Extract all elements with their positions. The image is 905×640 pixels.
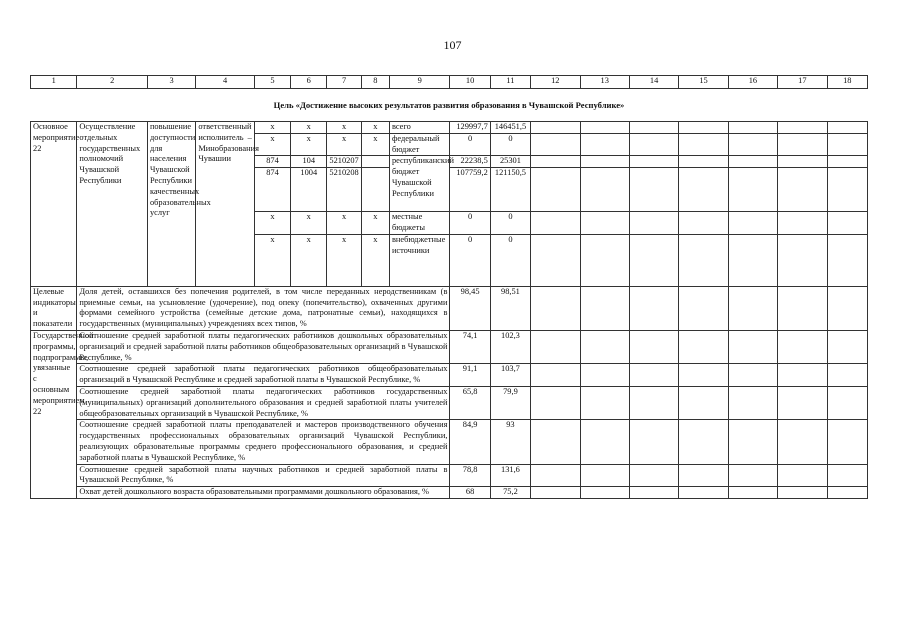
indicator-value-2018: 103,7 xyxy=(490,364,530,387)
financing-code: x xyxy=(327,133,361,156)
financing-code: x xyxy=(291,234,327,286)
financing-code: x xyxy=(254,212,290,235)
financing-value-2017: 0 xyxy=(450,133,490,156)
column-number: 5 xyxy=(254,76,290,89)
financing-value-2018: 25301 xyxy=(490,156,530,168)
financing-code: x xyxy=(291,133,327,156)
column-number: 2 xyxy=(77,76,148,89)
financing-value-2017: 0 xyxy=(450,234,490,286)
financing-value-2017: 0 xyxy=(450,212,490,235)
column-number: 14 xyxy=(629,76,678,89)
indicator-text: Соотношение средней заработной платы преподавателей и мастеров производственного обучения государственных профессиональных образовательных организаций Чувашской Республики, реализующих образовательные программы среднего профессионального образования, и средней заработной платы в Чувашской Республике, % xyxy=(77,420,450,464)
financing-code: x xyxy=(327,122,361,134)
column-number: 12 xyxy=(531,76,580,89)
financing-code xyxy=(361,156,389,168)
financing-source: местные бюджеты xyxy=(389,212,450,235)
indicator-value-2018: 79,9 xyxy=(490,386,530,419)
indicator-text: Соотношение средней заработной платы педагогических работников государственных (муниципальных) организаций дополнительного образования и средней заработной платы учителей общеобразовательных организаций в Чувашской Республике, % xyxy=(77,386,450,419)
financing-source: всего xyxy=(389,122,450,134)
indicator-value-2018: 131,6 xyxy=(490,464,530,487)
indicator-text: Соотношение средней заработной платы научных работников и средней заработной платы в Чувашской Республике, % xyxy=(77,464,450,487)
financing-code: x xyxy=(254,122,290,134)
financing-code: x xyxy=(291,122,327,134)
indicator-row xyxy=(31,386,868,419)
indicator-row xyxy=(31,487,868,499)
column-number: 13 xyxy=(580,76,629,89)
financing-code: x xyxy=(361,122,389,134)
column-number: 16 xyxy=(728,76,777,89)
indicator-value-2017: 74,1 xyxy=(450,330,490,363)
column-number: 4 xyxy=(196,76,254,89)
column-number: 15 xyxy=(679,76,728,89)
indicators-label-top: Целевые индикаторы и показатели xyxy=(31,286,77,330)
indicator-value-2017: 78,8 xyxy=(450,464,490,487)
financing-value-2018: 0 xyxy=(490,212,530,235)
indicator-text: Соотношение средней заработной платы педагогических работников общеобразовательных организаций в Чувашской Республике и средней заработной платы в Чувашской Республике, % xyxy=(77,364,450,387)
financing-code: x xyxy=(361,212,389,235)
financing-source: федеральный бюджет xyxy=(389,133,450,156)
indicator-value-2018: 75,2 xyxy=(490,487,530,499)
financing-value-2018: 0 xyxy=(490,133,530,156)
indicator-value-2017: 65,8 xyxy=(450,386,490,419)
financing-row xyxy=(31,122,868,134)
event-responsible: ответственный исполнитель – Минобразования Чувашии xyxy=(196,122,254,287)
financing-value-2018: 121150,5 xyxy=(490,168,530,212)
event-name: Основное мероприятие 22 xyxy=(31,122,77,287)
indicator-value-2018: 98,51 xyxy=(490,286,530,330)
event-result: повышение доступности для населения Чувашской Республики качественных образовательных услуг xyxy=(147,122,195,287)
column-number: 8 xyxy=(361,76,389,89)
financing-value-2018: 146451,5 xyxy=(490,122,530,134)
financing-code: x xyxy=(361,133,389,156)
financing-code: 104 xyxy=(291,156,327,168)
column-number: 18 xyxy=(827,76,867,89)
financing-value-2018: 0 xyxy=(490,234,530,286)
financing-code: x xyxy=(291,212,327,235)
page-number: 107 xyxy=(443,38,462,52)
financing-code: x xyxy=(361,234,389,286)
financing-source: внебюджетные источники xyxy=(389,234,450,286)
financing-code: x xyxy=(254,133,290,156)
financing-value-2017: 22238,5 xyxy=(450,156,490,168)
indicators-label-bottom: Государственной программы, подпрограммы, увязанные с основным мероприятием 22 xyxy=(31,330,77,498)
financing-value-2017: 129997,7 xyxy=(450,122,490,134)
indicator-value-2018: 93 xyxy=(490,420,530,464)
indicator-value-2017: 84,9 xyxy=(450,420,490,464)
indicator-row xyxy=(31,464,868,487)
column-number: 3 xyxy=(147,76,195,89)
column-numbers-row xyxy=(31,76,868,89)
column-number: 17 xyxy=(778,76,827,89)
financing-code: 1004 xyxy=(291,168,327,212)
indicator-row xyxy=(31,364,868,387)
indicator-value-2017: 68 xyxy=(450,487,490,499)
goal-row xyxy=(31,89,868,122)
indicator-text: Соотношение средней заработной платы педагогических работников дошкольных образовательных организаций и средней заработной платы работников общеобразовательных организаций в Чувашской Республике, % xyxy=(77,330,450,363)
column-number: 1 xyxy=(31,76,77,89)
financing-code: x xyxy=(327,212,361,235)
financing-code: 874 xyxy=(254,156,290,168)
financing-value-2017: 107759,2 xyxy=(450,168,490,212)
column-number: 7 xyxy=(327,76,361,89)
column-number: 11 xyxy=(490,76,530,89)
indicator-value-2018: 102,3 xyxy=(490,330,530,363)
column-number: 6 xyxy=(291,76,327,89)
financing-code: 5210207 xyxy=(327,156,361,168)
financing-code: x xyxy=(327,234,361,286)
financing-code: 5210208 xyxy=(327,168,361,212)
indicator-row xyxy=(31,330,868,363)
financing-code xyxy=(361,168,389,212)
indicator-text: Доля детей, оставшихся без попечения родителей, в том числе переданных неродственникам (в приемные семьи, на усыновление (удочерение), под опеку (попечительство), охваченных другими формами семейного устройства (семейные детские дома, патронатные семьи), находящихся в государственных (муниципальных) учреждениях всех типов, % xyxy=(77,286,450,330)
indicator-value-2017: 91,1 xyxy=(450,364,490,387)
indicator-text: Охват детей дошкольного возраста образовательными программами дошкольного образования, % xyxy=(77,487,450,499)
indicator-row xyxy=(31,420,868,464)
goal-title: Цель «Достижение высоких результатов развития образования в Чувашской Республике» xyxy=(31,89,868,122)
column-number: 10 xyxy=(450,76,490,89)
event-description: Осуществление отдельных государственных полномочий Чувашской Республики xyxy=(77,122,148,287)
program-table xyxy=(30,75,868,499)
indicator-value-2017: 98,45 xyxy=(450,286,490,330)
column-number: 9 xyxy=(389,76,450,89)
financing-code: 874 xyxy=(254,168,290,212)
financing-source: республиканский бюджет Чувашской Республики xyxy=(389,156,450,212)
indicator-row xyxy=(31,286,868,330)
financing-code: x xyxy=(254,234,290,286)
